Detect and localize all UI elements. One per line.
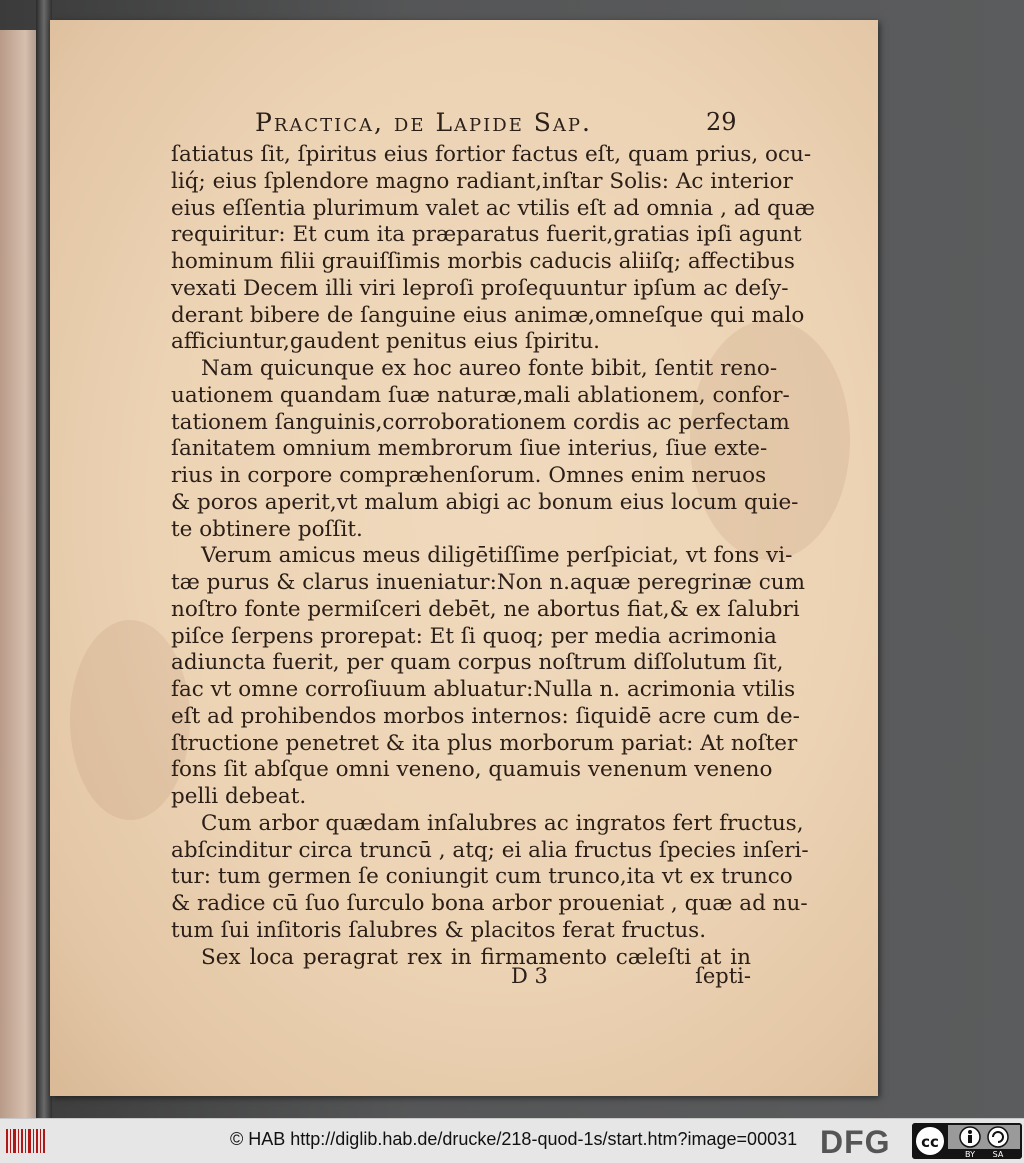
text-line: Sex loca peragrat rex in firmamento cæleſti at in	[201, 944, 751, 970]
dfg-logo: DFG	[820, 1124, 891, 1160]
text-line: & poros aperit,vt malum abigi ac bonum eius locum quie-	[171, 489, 799, 515]
source-credit-link[interactable]: © HAB http://diglib.hab.de/drucke/218-quod-1s/start.htm?image=00031	[230, 1129, 798, 1149]
signature-mark: D 3	[511, 964, 548, 988]
text-line: afficiuntur,gaudent penitus eius ſpiritu.	[171, 329, 601, 355]
text-line: requiritur: Et cum ita præparatus fuerit,gratias ipſi agunt	[171, 222, 802, 248]
text-line: eſt ad prohibendos morbos internos: ſiquidē acre cum de-	[171, 703, 800, 729]
text-line: te obtinere poſſit.	[171, 516, 363, 542]
text-line: eius eſſentia plurimum valet ac vtilis eſt ad omnia , ad quæ	[171, 195, 815, 221]
page-number: 29	[706, 108, 737, 136]
text-line: noſtro fonte permiſceri debēt, ne abortus fiat,& ex ſalubri	[171, 596, 800, 622]
text-line: vexati Decem illi viri leproſi proſequuntur ipſum ac deſy-	[171, 275, 789, 301]
cc-by-sa-license-icon[interactable]	[912, 1123, 1022, 1159]
text-line: fac vt omne corroſiuum abluatur:Nulla n. acrimonia vtilis	[171, 677, 796, 702]
text-line: Cum arbor quædam inſalubres ac ingratos fert fructus,	[201, 810, 804, 836]
svg-text:cc: cc	[921, 1133, 939, 1151]
text-line: rius in corpore compræhenſorum. Omnes enim neruos	[171, 463, 767, 488]
barcode-icon	[4, 1126, 46, 1156]
catchword: ſepti-	[695, 964, 751, 988]
text-line: abſcinditur circa truncū , atq; ei alia fructus ſpecies inſeri-	[171, 837, 809, 863]
text-line: tæ purus & clarus inueniatur:Non n.aquæ peregrinæ cum	[171, 570, 805, 595]
text-line: ſtructione penetret & ita plus morborum pariat: At noſter	[171, 730, 798, 756]
text-line: tum ſui inſitoris ſalubres & placitos ferat fructus.	[171, 917, 707, 943]
text-line: tur: tum germen ſe coniungit cum trunco,ita vt ex trunco	[171, 864, 793, 890]
text-line: pelli debeat.	[171, 784, 307, 809]
running-head: Practica, de Lapide Sap.	[255, 108, 592, 137]
svg-text:SA: SA	[992, 1150, 1004, 1159]
text-line: derant bibere de ſanguine eius animæ,omneſque qui malo	[171, 302, 805, 328]
body-text	[171, 142, 815, 971]
text-line: liq́; eius ſplendore magno radiant,inſtar Solis: Ac interior	[171, 168, 793, 194]
text-line: adiuncta fuerit, per quam corpus noſtrum diſſolutum ſit,	[171, 650, 784, 676]
book-page	[50, 20, 878, 1096]
catch-line	[171, 964, 751, 994]
footer-bar	[0, 1118, 1024, 1163]
text-line: ſatiatus ſit, ſpiritus eius fortior factus eſt, quam prius, ocu-	[171, 142, 812, 167]
text-line: ſanitatem omnium membrorum ſiue interius, ſiue exte-	[171, 436, 768, 462]
text-line: tationem ſanguinis,corroborationem cordis ac perfectam	[171, 409, 790, 435]
text-line: fons ſit abſque omni veneno, quamuis venenum veneno	[171, 757, 773, 783]
text-line: Verum amicus meus diligētiſſime perſpiciat, vt fons vi-	[201, 543, 793, 569]
text-line: & radice cū ſuo ſurculo bona arbor proueniat , quæ ad nu-	[171, 891, 808, 916]
text-line: Nam quicunque ex hoc aureo fonte bibit, ſentit reno-	[201, 356, 778, 381]
text-line: uationem quandam ſuæ naturæ,mali ablationem, confor-	[171, 382, 790, 408]
text-line: piſce ſerpens prorepat: Et ſi quoq; per media acrimonia	[171, 623, 777, 649]
text-line: hominum filii grauiſſimis morbis caducis aliiſq; affectibus	[171, 249, 795, 274]
svg-text:BY: BY	[965, 1150, 975, 1159]
